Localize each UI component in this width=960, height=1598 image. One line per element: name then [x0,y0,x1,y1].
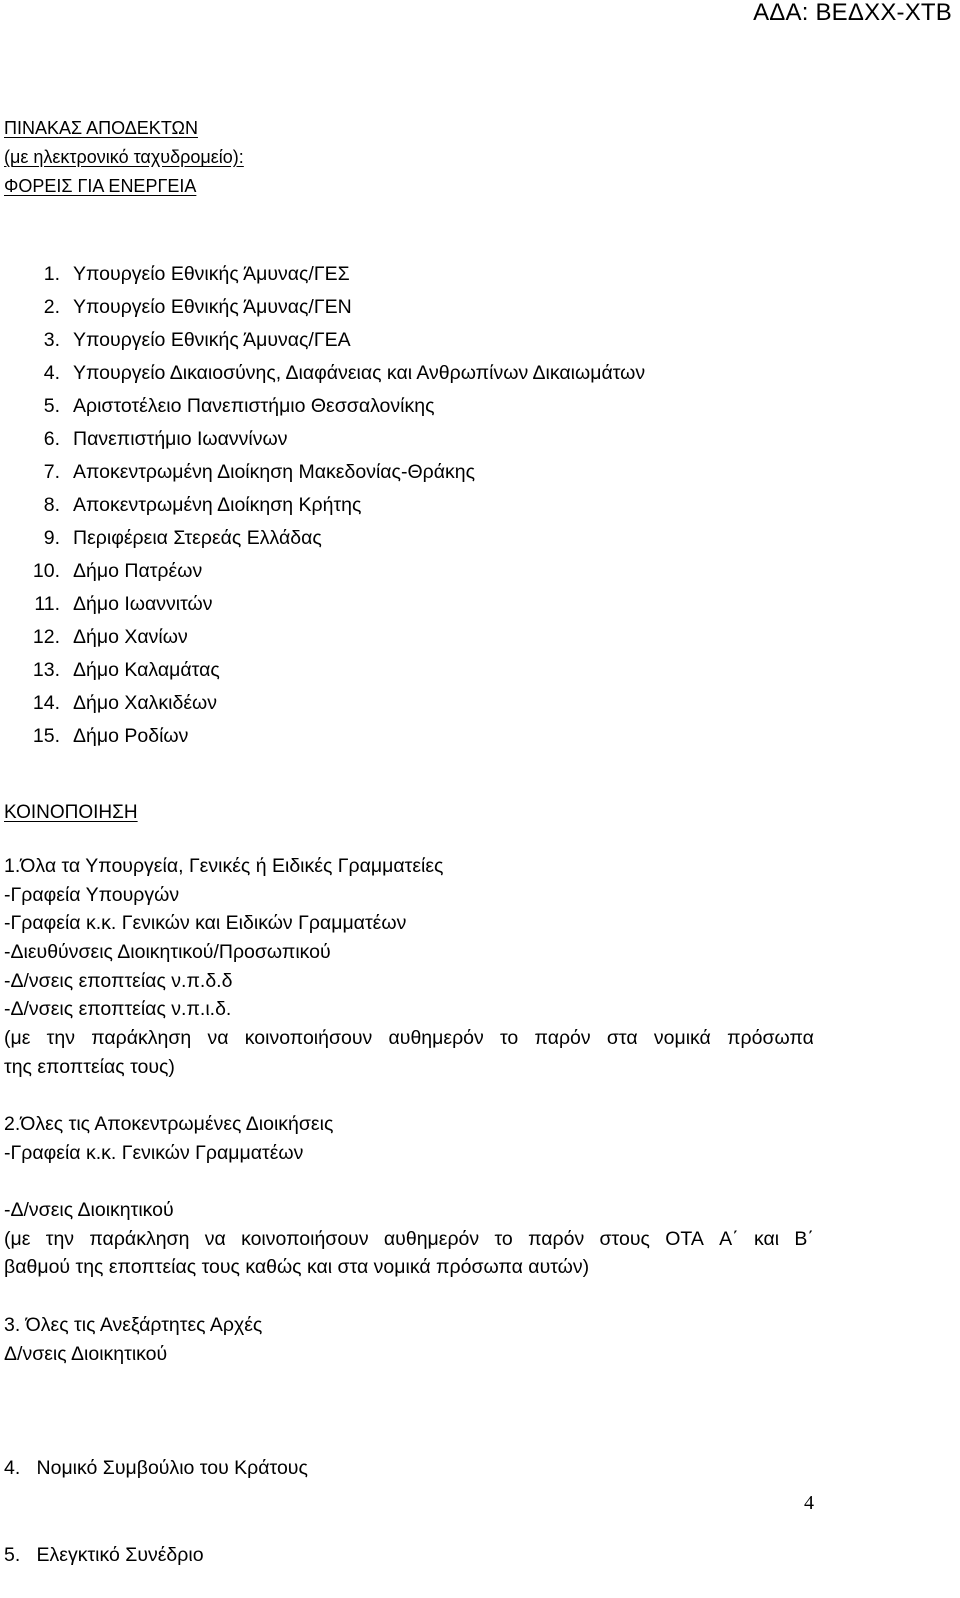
word: αυθημερόν [388,1027,484,1050]
word: να [204,1227,226,1250]
notification-section-3 [4,1311,262,1368]
word: Α΄ [719,1227,739,1250]
list-item-number: 8. [43,494,60,516]
word: στους [599,1227,650,1250]
list-item-text: Δήμο Ροδίων [73,725,189,747]
word: το [500,1027,519,1050]
word: κοινοποιήσουν [241,1227,369,1250]
word: παρόν [528,1227,585,1250]
section-2-line: -Γραφεία κ.κ. Γενικών Γραμματέων [4,1141,304,1164]
word: νομικά [653,1027,711,1050]
list-item-text: Υπουργείο Δικαιοσύνης, Διαφάνειας και Ανθρωπίνων Δικαιωμάτων [73,362,646,384]
word: να [207,1027,229,1050]
recipients-title: ΠΙΝΑΚΑΣ ΑΠΟΔΕΚΤΩΝ [4,118,198,138]
list-item-number: 14. [32,692,60,714]
notification-title: ΚΟΙΝΟΠΟΙΗΣΗ [4,802,138,823]
list-item-number: 12. [32,626,60,648]
section-4-line: 4. Νομικό Συμβούλιο του Κράτους [4,1457,308,1480]
list-item-text: Υπουργείο Εθνικής Άμυνας/ΓΕΑ [73,329,351,351]
section-1-line: -Γραφεία κ.κ. Γενικών και Ειδικών Γραμματέων [4,912,407,935]
list-item-text: Αριστοτέλειο Πανεπιστήμιο Θεσσαλονίκης [73,395,435,417]
list-item-number: 11. [34,593,60,615]
notification-section-4 [4,1397,308,1598]
list-item-text: Περιφέρεια Στερεάς Ελλάδας [73,527,322,549]
section-1-line: -Δ/νσεις εποπτείας ν.π.ι.δ. [4,998,232,1021]
section-2-note-line [4,1225,814,1254]
section-1-line: -Διευθύνσεις Διοικητικού/Προσωπικού [4,941,331,964]
recipients-subtitle: (με ηλεκτρονικό ταχυδρομείο): [4,147,244,167]
list-item-text: Πανεπιστήμιο Ιωαννίνων [73,428,288,450]
list-item-text: Δήμο Πατρέων [73,560,203,582]
list-item-text: Δήμο Χανίων [73,626,188,648]
list-item-text: Αποκεντρωμένη Διοίκηση Μακεδονίας-Θράκης [73,461,475,483]
word: ΟΤΑ [665,1227,704,1250]
list-item-number: 3. [43,329,60,351]
list-item-number: 1. [43,263,60,285]
section-3-line: 3. Όλες τις Ανεξάρτητες Αρχές [4,1314,263,1336]
word: την [45,1227,75,1250]
word: και [753,1227,780,1250]
list-item-number: 9. [43,527,60,549]
section-1-line: -Γραφεία Υπουργών [4,883,180,906]
section-1-note-line [4,1024,814,1053]
list-item-number: 7. [43,461,60,483]
list-item-number: 13. [32,659,60,681]
section-1-line: 1.Όλα τα Υπουργεία, Γενικές ή Ειδικές Γραμματείες [4,855,444,877]
ada-code: ΑΔΑ: ΒΕΔΧΧ-ΧΤΒ [753,0,952,26]
word: αυθημερόν [383,1227,480,1250]
page-number: 4 [804,1492,814,1514]
section-1-line: -Δ/νσεις εποπτείας ν.π.δ.δ [4,969,233,992]
list-item-number: 5. [43,395,60,417]
list-item-number: 10. [32,560,60,582]
word: παρόν [534,1027,591,1050]
section-2-line: -Δ/νσεις Διοικητικού [4,1199,174,1221]
list-item-number: 2. [43,296,60,318]
word: παράκληση [91,1027,192,1050]
list-item-number: 4. [43,362,60,384]
word: παράκληση [89,1227,190,1250]
list-item-text: Υπουργείο Εθνικής Άμυνας/ΓΕΝ [73,296,352,318]
word: Β΄ [794,1227,814,1250]
list-item-text: Δήμο Καλαμάτας [73,659,220,681]
word: (με [4,1227,31,1250]
word: πρόσωπα [727,1027,814,1050]
action-bodies-title: ΦΟΡΕΙΣ ΓΙΑ ΕΝΕΡΓΕΙΑ [4,176,197,196]
section-2-line: 2.Όλες τις Αποκεντρωμένες Διοικήσεις [4,1113,334,1135]
section-5-line: 5. Ελεγκτικό Συνέδριο [4,1543,204,1566]
notification-section-1 [4,852,814,1082]
section-2-line: βαθμού της εποπτείας τους καθώς και στα νομικά πρόσωπα αυτών) [4,1256,590,1279]
word: κοινοποιήσουν [244,1027,373,1050]
list-item-number: 15. [32,725,60,747]
list-item-number: 6. [43,428,60,450]
list-item-text: Δήμο Χαλκιδέων [73,692,218,714]
word: στα [606,1027,638,1050]
list-item-text: Υπουργείο Εθνικής Άμυνας/ΓΕΣ [73,263,350,285]
word: την [46,1027,75,1050]
section-3-line: Δ/νσεις Διοικητικού [4,1342,168,1365]
word: το [494,1227,513,1250]
word: (με [4,1027,31,1050]
list-item-text: Δήμο Ιωαννιτών [73,593,213,615]
section-1-line: της εποπτείας τους) [4,1055,175,1078]
notification-section-2b [4,1196,814,1282]
notification-section-2 [4,1110,333,1167]
list-item-text: Αποκεντρωμένη Διοίκηση Κρήτης [73,494,362,516]
